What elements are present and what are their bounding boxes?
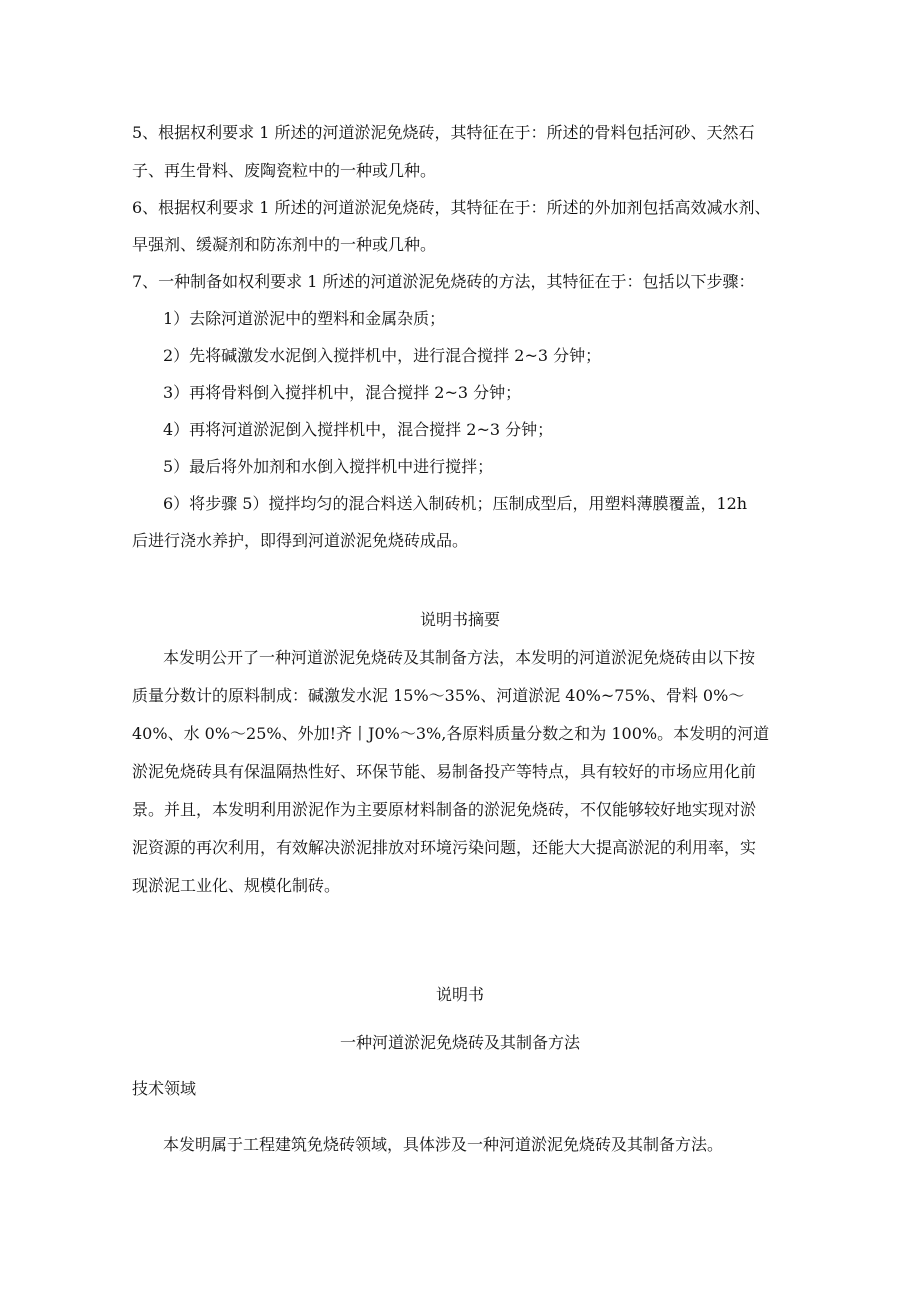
claim-7-step-2: 2）先将碱激发水泥倒入搅拌机中，进行混合搅拌 2~3 分钟； [163, 346, 602, 365]
claim-7-step-6-continued: 后进行浇水养护，即得到河道淤泥免烧砖成品。 [132, 531, 469, 550]
technical-field-paragraph: 本发明属于工程建筑免烧砖领域，具体涉及一种河道淤泥免烧砖及其制备方法。 [163, 1135, 724, 1154]
abstract-line-4: 淤泥免烧砖具有保温隔热性好、环保节能、易制备投产等特点，具有较好的市场应用化前 [132, 762, 757, 781]
claim-6-line-1: 6、根据权利要求 1 所述的河道淤泥免烧砖，其特征在于：所述的外加剂包括高效减水剂、 [132, 198, 771, 217]
claim-7-line: 7、一种制备如权利要求 1 所述的河道淤泥免烧砖的方法，其特征在于：包括以下步骤： [132, 272, 755, 291]
abstract-line-7: 现淤泥工业化、规模化制砖。 [132, 876, 341, 895]
claim-7-step-1: 1）去除河道淤泥中的塑料和金属杂质； [163, 309, 446, 328]
claim-7-step-4: 4）再将河道淤泥倒入搅拌机中，混合搅拌 2~3 分钟； [163, 420, 554, 439]
claim-5-line-2: 子、再生骨料、废陶瓷粒中的一种或几种。 [132, 161, 437, 180]
abstract-title: 说明书摘要 [419, 610, 500, 629]
claim-5-line-1: 5、根据权利要求 1 所述的河道淤泥免烧砖，其特征在于：所述的骨料包括河砂、天然石 [132, 123, 755, 142]
claim-7-step-3: 3）再将骨料倒入搅拌机中，混合搅拌 2~3 分钟； [163, 383, 522, 402]
abstract-line-2: 质量分数计的原料制成：碱激发水泥 15%～35%、河道淤泥 40%~75%、骨料 0%～ [132, 686, 745, 705]
claim-7-step-5: 5）最后将外加剂和水倒入搅拌机中进行搅拌； [163, 457, 494, 476]
abstract-line-1: 本发明公开了一种河道淤泥免烧砖及其制备方法，本发明的河道淤泥免烧砖由以下按 [163, 648, 756, 667]
abstract-line-5: 景。并且，本发明利用淤泥作为主要原材料制备的淤泥免烧砖，不仅能够较好地实现对淤 [132, 800, 757, 819]
claim-7-step-6: 6）将步骤 5）搅拌均匀的混合料送入制砖机；压制成型后，用塑料薄膜覆盖，12h [163, 494, 748, 513]
section-heading-technical-field: 技术领域 [132, 1079, 197, 1098]
spec-title: 说明书 [435, 985, 484, 1004]
abstract-line-3: 40%、水 0%～25%、外加!齐丨J0%～3%,各原料质量分数之和为 100%。本发明的河道 [132, 724, 770, 743]
claim-6-line-2: 早强剂、缓凝剂和防冻剂中的一种或几种。 [132, 235, 437, 254]
spec-subtitle: 一种河道淤泥免烧砖及其制备方法 [339, 1033, 580, 1052]
abstract-line-6: 泥资源的再次利用，有效解决淤泥排放对环境污染问题，还能大大提高淤泥的利用率，实 [132, 838, 757, 857]
